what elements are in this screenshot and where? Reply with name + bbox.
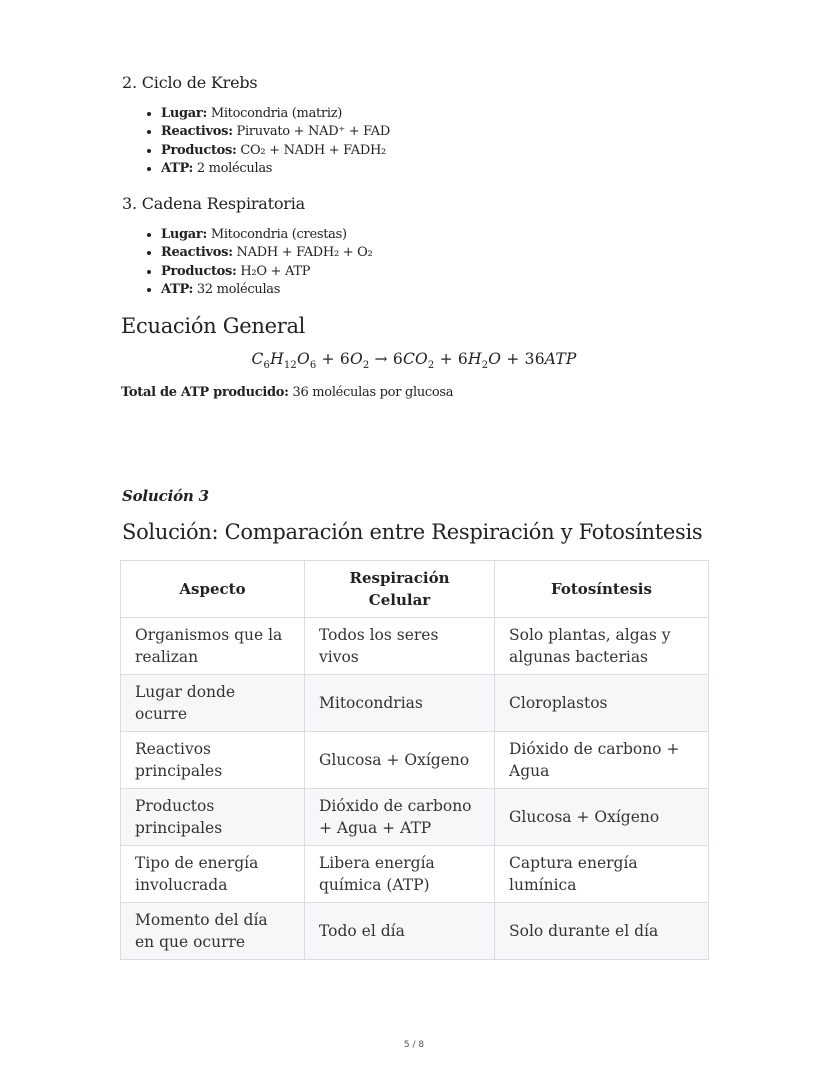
list-item: • Lugar: Mitocondria (crestas)	[161, 226, 372, 244]
table-cell: Productos principales	[121, 789, 305, 846]
table-cell: Momento del día en que ocurre	[121, 903, 305, 960]
solution-label: Solución 3	[122, 487, 209, 505]
list-item: • Productos: CO₂ + NADH + FADH₂	[161, 142, 390, 160]
table-header-row	[121, 561, 709, 618]
table-row	[121, 618, 709, 675]
table-cell: Todos los seres vivos	[305, 618, 495, 675]
table-cell: Reactivos principales	[121, 732, 305, 789]
column-header: Fotosíntesis	[495, 561, 709, 618]
list-item: • Reactivos: Piruvato + NAD⁺ + FAD	[161, 123, 390, 141]
list-item: • Productos: H₂O + ATP	[161, 263, 372, 281]
table-cell: Glucosa + Oxígeno	[305, 732, 495, 789]
list-item: • ATP: 32 moléculas	[161, 281, 372, 299]
table-cell: Glucosa + Oxígeno	[495, 789, 709, 846]
table-cell: Cloroplastos	[495, 675, 709, 732]
list-item: • ATP: 2 moléculas	[161, 160, 390, 178]
list-item: • Reactivos: NADH + FADH₂ + O₂	[161, 244, 372, 262]
comparison-table	[120, 560, 709, 960]
table-row	[121, 732, 709, 789]
table-cell: Captura energía lumínica	[495, 846, 709, 903]
table-cell: Dióxido de carbono + Agua + ATP	[305, 789, 495, 846]
table-row	[121, 675, 709, 732]
list-item: • Lugar: Mitocondria (matriz)	[161, 105, 390, 123]
page-number: 5 / 8	[403, 1040, 425, 1050]
column-header: Respiración Celular	[305, 561, 495, 618]
column-header: Aspecto	[121, 561, 305, 618]
table-cell: Todo el día	[305, 903, 495, 960]
table-cell: Dióxido de carbono + Agua	[495, 732, 709, 789]
table-row	[121, 846, 709, 903]
chemical-equation: $C_6H_{12}O_6 + 6O_2 \to 6CO_2 + 6H_2O + 36ATP$	[251, 350, 577, 372]
table-cell: Lugar donde ocurre	[121, 675, 305, 732]
table-cell: Solo durante el día	[495, 903, 709, 960]
cadena-heading: 3. Cadena Respiratoria	[122, 194, 306, 213]
cadena-list	[142, 226, 372, 299]
krebs-heading: 2. Ciclo de Krebs	[122, 73, 258, 92]
table-cell: Tipo de energía involucrada	[121, 846, 305, 903]
krebs-list	[142, 105, 390, 178]
solution-title: Solución: Comparación entre Respiración y Fotosíntesis	[122, 520, 703, 544]
table-cell: Libera energía química (ATP)	[305, 846, 495, 903]
total-atp: Total de ATP producido: 36 moléculas por glucosa	[121, 385, 454, 400]
table-cell: Organismos que la realizan	[121, 618, 305, 675]
table-row	[121, 903, 709, 960]
table-row	[121, 789, 709, 846]
table-cell: Solo plantas, algas y algunas bacterias	[495, 618, 709, 675]
ecuacion-heading: Ecuación General	[121, 314, 306, 338]
table-cell: Mitocondrias	[305, 675, 495, 732]
